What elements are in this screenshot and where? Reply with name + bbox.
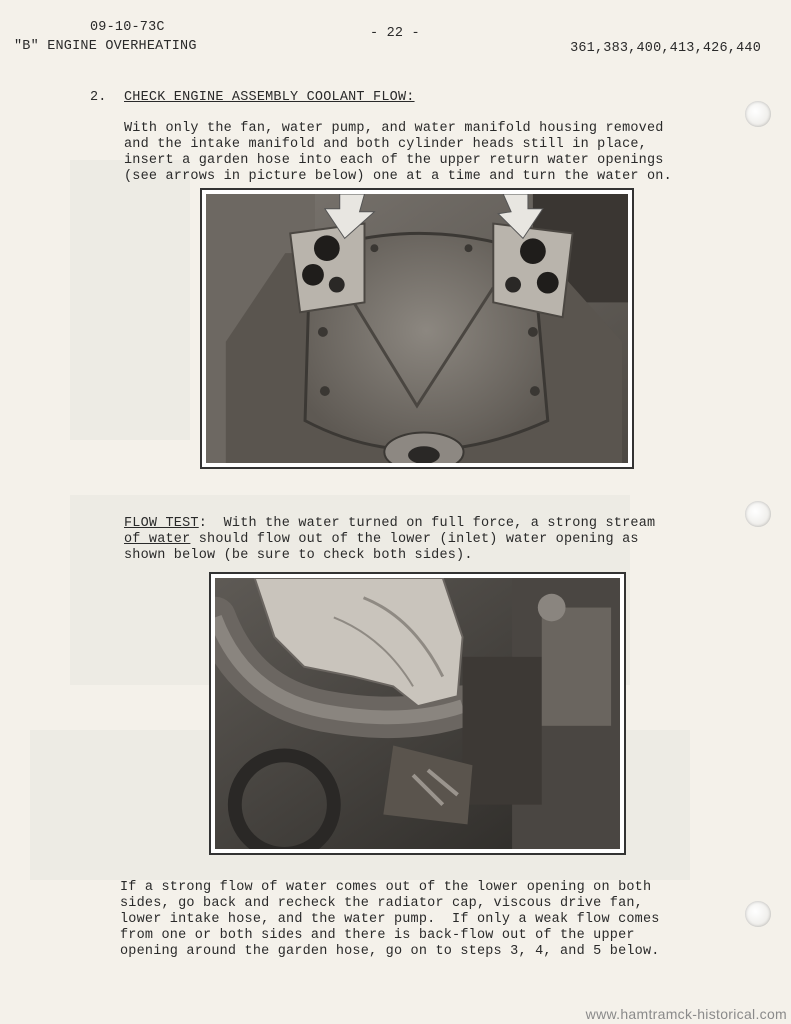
step-instructions: With only the fan, water pump, and water manifold housing removed and the intake manifold and both cylinder heads still in place, insert a garden hose into each of the upper return water openings (see arrows in picture below) one at a time and turn the water on. (124, 121, 672, 184)
flow-test-paragraph (124, 516, 655, 564)
watermark-link[interactable]: www.hamtramck-historical.com (585, 1006, 787, 1022)
flow-test-photo (209, 572, 626, 855)
engine-front-photo (200, 188, 634, 469)
step-title: CHECK ENGINE ASSEMBLY COOLANT FLOW: (124, 90, 415, 105)
flow-test-label: FLOW TEST (124, 516, 199, 531)
show-through-shadow (70, 160, 190, 440)
flow-test-image (215, 578, 620, 849)
binder-hole (745, 501, 771, 527)
flow-test-underlined: of water (124, 532, 191, 547)
engine-front-image (206, 194, 628, 463)
document-code: 09-10-73C (90, 20, 165, 35)
engine-models: 361,383,400,413,426,440 (570, 41, 761, 56)
binder-hole (745, 901, 771, 927)
step-number: 2. (90, 90, 107, 105)
flow-test-text-first: : With the water turned on full force, a strong stream (198, 516, 656, 531)
conclusion-paragraph: If a strong flow of water comes out of the lower opening on both sides, go back and recheck the radiator cap, viscous drive fan, lower intake hose, and the water pump. If only a weak flow comes from one or both sides and there is back-flow out of the upper opening around the garden hose, go on to steps 3, 4, and 5 below. (120, 880, 660, 959)
page-number: - 22 - (370, 26, 420, 41)
flow-test-text-rest: should flow out of the lower (inlet) water opening as shown below (be sure to check both sides). (124, 532, 639, 563)
binder-hole (745, 101, 771, 127)
document-subject: "B" ENGINE OVERHEATING (14, 39, 197, 54)
